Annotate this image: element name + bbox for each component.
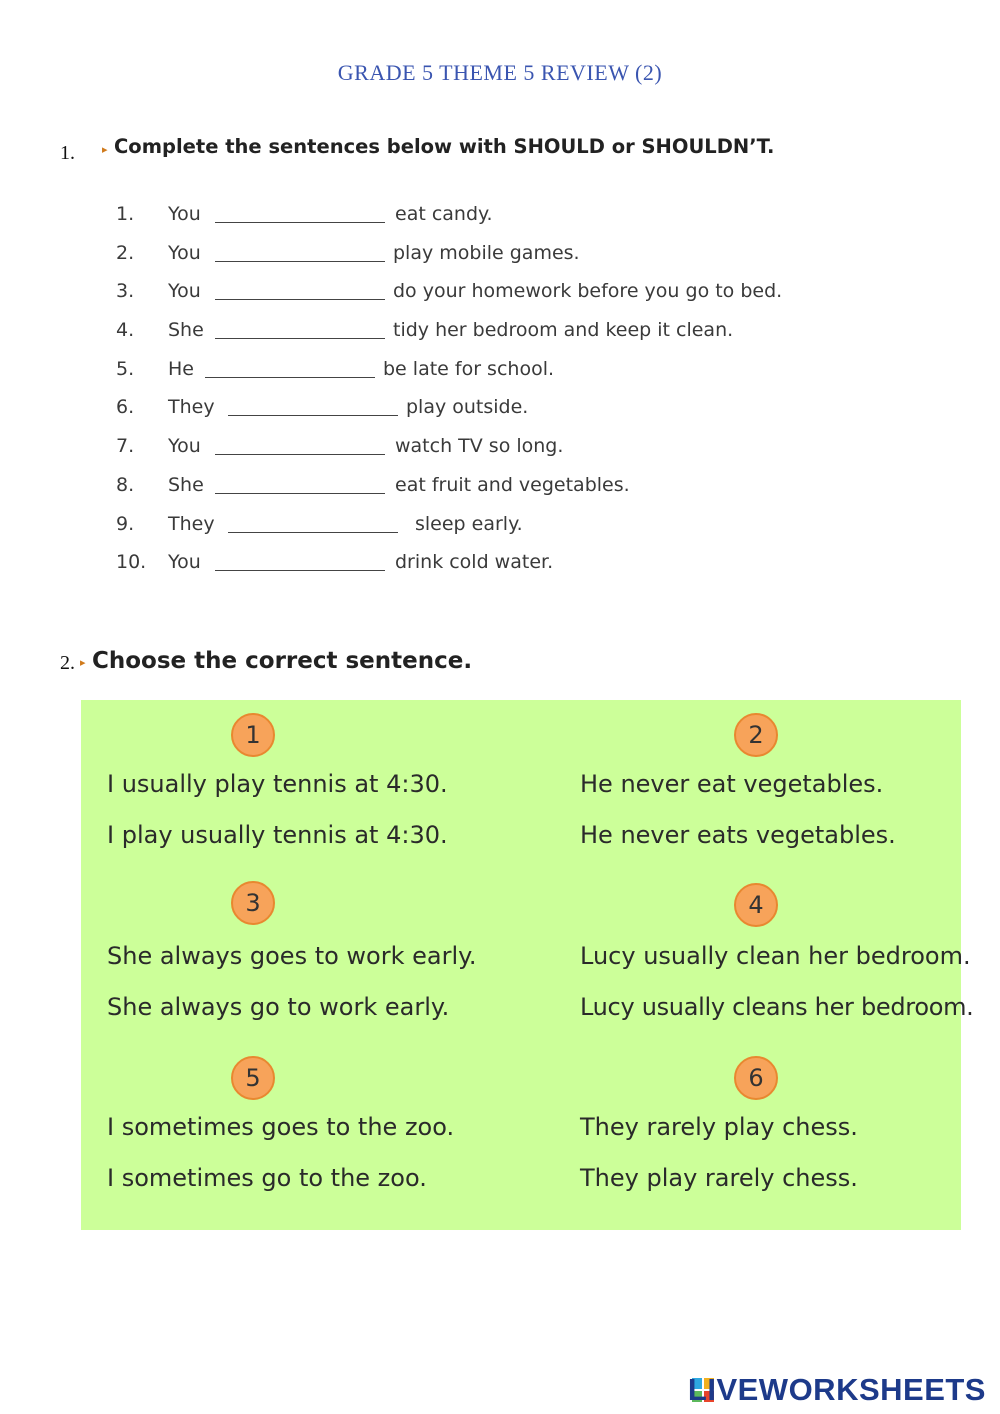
item-text: play mobile games. [393, 241, 580, 264]
item-text: sleep early. [415, 512, 523, 535]
item-number: 9. [116, 512, 135, 535]
answer-blank[interactable] [215, 299, 385, 300]
answer-blank[interactable] [215, 222, 385, 223]
answer-blank[interactable] [215, 454, 385, 455]
list-item [116, 314, 876, 353]
item-number: 5. [116, 357, 135, 380]
option[interactable]: They play rarely chess. [580, 1164, 858, 1192]
number-badge: 1 [231, 713, 275, 757]
answer-blank[interactable] [215, 338, 385, 339]
section2-instruction: Choose the correct sentence. [92, 648, 473, 674]
item-subject: She [168, 319, 204, 342]
item-number: 6. [116, 396, 135, 419]
item-subject: You [168, 241, 201, 264]
answer-blank[interactable] [215, 493, 385, 494]
arrow-icon: ▸ [102, 143, 108, 156]
page-title: GRADE 5 THEME 5 REVIEW (2) [337, 60, 663, 85]
liveworksheets-logo: LIVEWORKSHEETS [687, 1372, 986, 1407]
option[interactable]: I sometimes goes to the zoo. [107, 1113, 455, 1141]
item-number: 2. [116, 241, 135, 264]
answer-blank[interactable] [215, 261, 385, 262]
section2-number: 2. [60, 652, 75, 674]
answer-blank[interactable] [205, 377, 375, 378]
exercise-list [116, 198, 876, 585]
answer-blank[interactable] [228, 415, 398, 416]
item-text: eat candy. [395, 203, 493, 225]
answer-blank[interactable] [215, 570, 385, 571]
number-badge: 6 [734, 1056, 778, 1100]
option[interactable]: They rarely play chess. [580, 1113, 858, 1141]
option[interactable]: Lucy usually cleans her bedroom. [580, 993, 974, 1021]
list-item [116, 198, 876, 237]
list-item [116, 546, 876, 585]
option[interactable]: I usually play tennis at 4:30. [107, 770, 448, 798]
section1-instruction: Complete the sentences below with SHOULD or SHOULDN’T. [114, 135, 775, 158]
option[interactable]: He never eats vegetables. [580, 821, 896, 849]
item-subject: They [168, 512, 215, 535]
list-item [116, 237, 876, 276]
list-item [116, 391, 876, 430]
item-text: tidy her bedroom and keep it clean. [393, 319, 734, 342]
item-text: watch TV so long. [395, 435, 564, 458]
list-item [116, 430, 876, 469]
item-subject: You [168, 551, 201, 574]
option[interactable]: Lucy usually clean her bedroom. [580, 942, 971, 970]
item-number: 4. [116, 319, 135, 342]
list-item [116, 508, 876, 547]
list-item [116, 275, 876, 314]
item-subject: You [168, 280, 201, 303]
item-subject: He [168, 357, 194, 380]
item-number: 3. [116, 280, 135, 303]
option[interactable]: She always go to work early. [107, 993, 450, 1021]
item-text: be late for school. [383, 357, 555, 380]
answer-blank[interactable] [228, 532, 398, 533]
item-subject: She [168, 473, 204, 496]
item-number: 8. [116, 473, 135, 496]
number-badge: 3 [231, 881, 275, 925]
option[interactable]: She always goes to work early. [107, 942, 477, 970]
list-item [116, 469, 876, 508]
item-number: 1. [116, 203, 135, 225]
item-subject: They [168, 396, 215, 419]
item-text: eat fruit and vegetables. [395, 473, 630, 496]
option[interactable]: I play usually tennis at 4:30. [107, 821, 448, 849]
number-badge: 5 [231, 1056, 275, 1100]
number-badge: 2 [734, 713, 778, 757]
list-item [116, 353, 876, 392]
item-text: drink cold water. [395, 551, 554, 574]
number-badge: 4 [734, 883, 778, 927]
section1-number: 1. [60, 142, 75, 164]
item-number: 10. [116, 551, 147, 574]
item-subject: You [168, 203, 201, 225]
item-number: 7. [116, 435, 135, 458]
item-text: play outside. [406, 396, 529, 419]
item-text: do your homework before you go to bed. [393, 280, 783, 303]
option[interactable]: I sometimes go to the zoo. [107, 1164, 427, 1192]
item-subject: You [168, 435, 201, 458]
option[interactable]: He never eat vegetables. [580, 770, 884, 798]
arrow-icon: ▸ [80, 656, 86, 669]
